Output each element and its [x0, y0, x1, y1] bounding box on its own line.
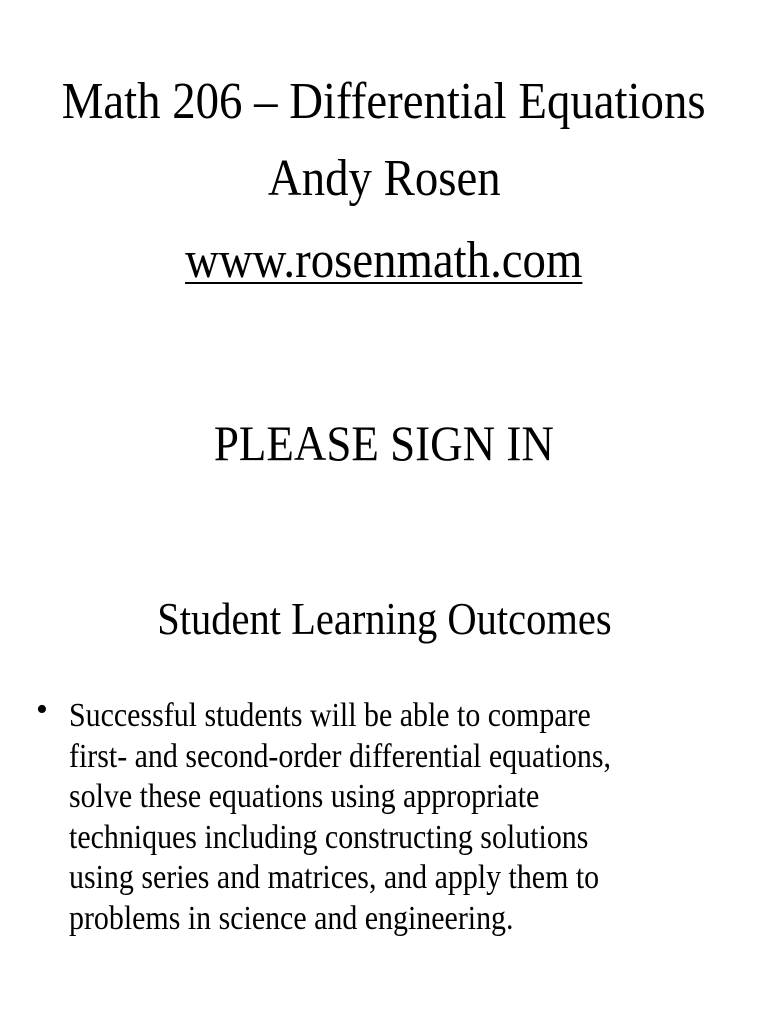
slide-title [0, 73, 768, 130]
bullet-line: techniques including constructing solutions [69, 818, 589, 856]
website-link-text[interactable]: www.rosenmath.com [185, 232, 583, 289]
author-name [0, 150, 768, 207]
section-heading-text: Student Learning Outcomes [156, 594, 612, 644]
bullet-icon: • [36, 691, 48, 728]
bullet-line: first- and second-order differential equations, [69, 737, 611, 775]
bullet-line: solve these equations using appropriate [69, 778, 540, 816]
slide-title-text: Math 206 – Differential Equations [62, 73, 706, 130]
website-link[interactable] [0, 232, 768, 289]
bullet-line: problems in science and engineering. [69, 899, 514, 937]
bullet-line: Successful students will be able to compare [69, 697, 591, 734]
bullet-paragraph [69, 696, 685, 940]
author-name-text: Andy Rosen [267, 150, 501, 207]
sign-in-notice-text: PLEASE SIGN IN [213, 415, 555, 471]
section-heading [0, 594, 768, 644]
bullet-line: using series and matrices, and apply them to [69, 859, 600, 897]
sign-in-notice [0, 415, 768, 471]
